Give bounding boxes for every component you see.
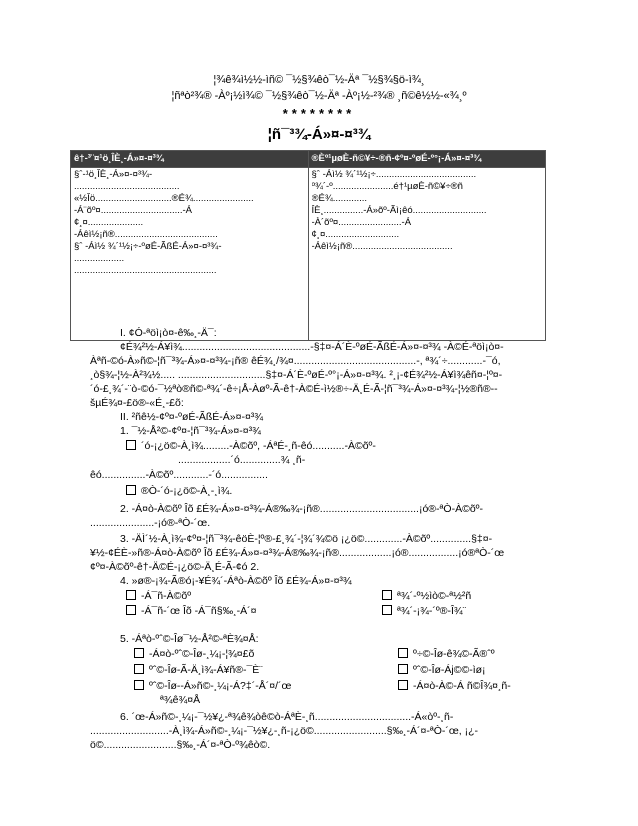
checkbox[interactable] [126,485,136,495]
page-title: ¦ñ¯³¾-Á»¤-¤³¾ [267,126,371,143]
col2-line: º¾´-º.......................é†¹µøÈ-ñ©¥÷®ñ [311,181,463,192]
item-1-label: 1. ¯½-Å²©-¢º¤-¦ñ¯³¾-Á»¤-¤³¾ [120,425,261,437]
item-6-line: ö©.........................§‰¸-Á´¤-ªÒ-º¾êò©. [90,739,271,751]
item-5-option[interactable] [398,680,511,693]
checkbox[interactable] [126,605,136,615]
item-4-option-text: -Á¯ñ-´œ Îõ -Á¯ñ§‰¸-Á´¤ [141,605,257,617]
item-5-option-text: ºˆ©-Îø-Ã-Ä¸ì¾-Á¥ñ®-¯È¨ [149,664,263,676]
col2-line: ¢¸¤............................ [311,229,400,240]
item-5-option-text: -Á¤ò-À©-Á ñ©Î¾¤¸ñ- [413,680,511,692]
checkbox[interactable] [398,680,408,690]
col1-line: ........................................ [74,181,180,192]
section-1-line: šµÉ¾¤-£ö®-«É¸-£õ: [90,397,184,409]
item-4-option-text: -Á¯ñ-À©õº [141,590,192,602]
checkbox[interactable] [134,648,144,658]
item-4-option[interactable] [382,590,471,603]
checkbox[interactable] [134,680,144,690]
col2-line: -À´õº¤........................-Á [311,217,412,228]
info-table [70,150,546,341]
header-line-1: ¦¾ê¾ì½½-ìñ© ¯½§¾êò¯½-Äª ¯½§¾§ö-ì¾¸ [213,74,425,86]
col2-cell [308,168,546,341]
col1-header: ê†-³¨¤¹ö¸ÎÈ¸-Á»¤-¤³¾ [71,151,309,168]
item-5-option-text: ºˆ©-Îø-Áj©©-ìø¡ [413,664,486,676]
item-6-line: 6. ´œ-Á»ñ©-¸¼¡-¯½¥¿-ª¾ê¾òê©ò-ÁªÈ-¸ñ.................................-Á«òº-¸ñ- [120,711,454,723]
checkbox[interactable] [126,440,136,450]
item-4-option[interactable] [126,590,191,603]
col2-line: §ˆ -Áì½ ¾´¹½¡÷...................................... [311,169,477,180]
section-1-heading: I. ¢Ó-ªöì¡ò¤-ê‰¸-Ä¯: [120,327,217,339]
item-4-option[interactable] [382,605,466,618]
col2-line: -Áêì½¡ñ®...................................... [311,241,453,252]
col1-line: §ˆ-¹ö¸ÎÈ¸-Á»¤-¤³¾- [74,169,153,180]
col1-cell [71,168,309,341]
item-1-option-a[interactable] [126,440,376,453]
section-1-line: ´ó-£¸¾´-¨ò-©ó-¯½ªò®ñ©-ª¾´-ê÷¡Å-Àøº-Ã-ê†-À©É-ì½®÷-Ä¸É-Ã-¦ñ¯³¾-Á»¤-¤³¾-¦½®ñ®-- [90,383,498,395]
separator-stars: ******** [282,106,356,121]
col1-line: -Á¨õº¤...............................-Á [74,205,193,216]
item-5-option[interactable] [398,664,486,677]
item-5-option-text: ºˆ©-Îø--Á»ñ©-¸¼¡-Á?‡´-Å´¤/´œ [149,680,292,692]
item-5-option-cont: ª¾ê¾¤Å [160,694,201,706]
item-3-line: 3. -ÄÌ´½-À¸ì¾-¢º¤-¦ñ¯³¾-êöÈ-¦º®-£¸¾´-¦¾´¾©ö ¡¿ö©.............-À©õº..............§‡¤- [120,533,493,545]
item-1-option-a-cont: êó...............-À©õº............-´ó................ [90,469,268,481]
item-1-option-b-text: ®Ò-´ó-¡¿ö©-À¸-¸ì¾. [141,485,233,497]
col1-line: ...................................................... [74,265,217,276]
checkbox[interactable] [398,648,408,658]
col1-line: ¢¸¤..................... [74,217,144,228]
section-1-line: Àªñ-©ó-À»ñ©-¦ñ¯³¾-Á»¤-¤³¾-¡ñ® êÉ¾¸/¾¤..........................................-, ª¾´÷............-¯ó, [90,355,501,367]
item-5-option[interactable] [134,664,263,677]
item-5-option-text: º÷©-Îø-ê¾©-Ã®ˆº [413,648,495,660]
col2-line: ®É¾............. [311,193,368,204]
col1-line: -Áêì½¡ñ®....................................... [74,229,218,240]
item-1-option-a-text: ´ó-¡¿ö©-À¸ì¾.........-À©õº, -ÁªÉ-¸ñ-êó...........-À©õº- [141,440,376,452]
checkbox[interactable] [398,664,408,674]
item-4-option-text: ª¾´-¡¾-´º®-Î¾¨ [397,605,467,617]
item-3-line: ¢º¤-À©õº-ê†-Ä©É-¡¿ö©-Ä¸É-Ã-¢ó 2. [90,561,260,573]
checkbox[interactable] [134,664,144,674]
col1-line: §ˆ -Áì½ ¾´¹½¡÷-ºøÉ-ÃßÉ-Á»¤-¤³¾- [74,241,222,252]
item-5-option-text: -Á¤ò-ºˆ©-Îø-¸¼¡-¦¾¤£õ [149,648,255,660]
header-line-2: ¦ñªò²¾® -Àº¡½ì¾© ¯½§¾êò¯½-Äª -Àº¡½-²¾® ¸ñ©ê½½-«¾¸º [171,90,467,102]
col2-line: ÎÈ¸...............-Á»õº-Ãì¡êó............................ [311,205,487,216]
checkbox[interactable] [126,590,136,600]
item-6-line: ...........................-À¸ì¾-Á»ñ©-¸¼¡-¯½¥¿-¸ñ-¡¿ö©.........................§‰¸-Á´¤-ªÒ-´œ, ¡¿- [90,725,479,737]
info-table-header-row [71,151,546,168]
section-2-heading: II. ²ñê½-¢º¤-ºøÉ-ÃßÉ-Á»¤-¤³¾ [120,411,264,423]
checkbox[interactable] [382,590,392,600]
item-3-line: ¥½-¢ÉÈ-»ñ®-Á¤ò-À©õº Îõ £É¾-Á»¤-¤³¾-Á®‰¾-¡ñ®..................¡ó®.................¡ó®ªÒ-´œ [90,547,505,559]
col1-line: «½Îö.............................®É¾....................... [74,193,254,204]
item-2-line: ......................-¡ó®-ªÒ-´œ. [90,517,211,529]
item-2-line: 2. -Á¤ò-À©õº Îõ £É¾-Á»¤-¤³¾-Á®‰¾-¡ñ®..................................¡ó®-ªÒ-À©õº- [120,503,484,515]
item-4-option-text: ª¾´-º½ìò©-ª½²ñ [397,590,472,602]
item-5-option[interactable] [134,648,254,661]
item-5-label: 5. -Áªò-ºˆ©-Îø¯½-Å²©-ªÈ¾¤Å: [120,633,259,645]
item-1-option-b[interactable] [126,485,232,498]
col1-line: ................... [74,253,125,264]
item-4-option[interactable] [126,605,256,618]
checkbox[interactable] [382,605,392,615]
item-5-option[interactable] [134,680,291,693]
col2-header: ®Èº¹µøÈ-ñ©¥÷-®ñ-¢º¤-ºøÉ-º°¡-Á»¤-¤³¾ [308,151,546,168]
info-table-body-row [71,168,546,341]
item-5-option[interactable] [398,648,495,661]
item-1-option-a-cont: ..................´ó..............¾ ¸ñ- [178,454,306,466]
section-1-line: ¢É¾²½-Á¥ì¾............................................-§‡¤-Á´È-ºøÉ-ÃßÉ-Á»¤-¤³¾ -À©É-ªöì¡ò¤- [120,341,504,353]
section-1-line: ¸ò§¾-¦½-À²¾½..... ..............................§‡¤-Á´È-ºøÉ-º°¡-Á»¤-¤³¾. ²¸¡-¢É¾²½-Á¥ì¾êñ¤-¦º¤- [90,369,503,381]
item-4-label: 4. »ø®-¡¾-Ã®ó¡-¥É¾´-Áªò-À©õº Îõ £É¾-Á»¤-¤³¾ [120,575,352,587]
